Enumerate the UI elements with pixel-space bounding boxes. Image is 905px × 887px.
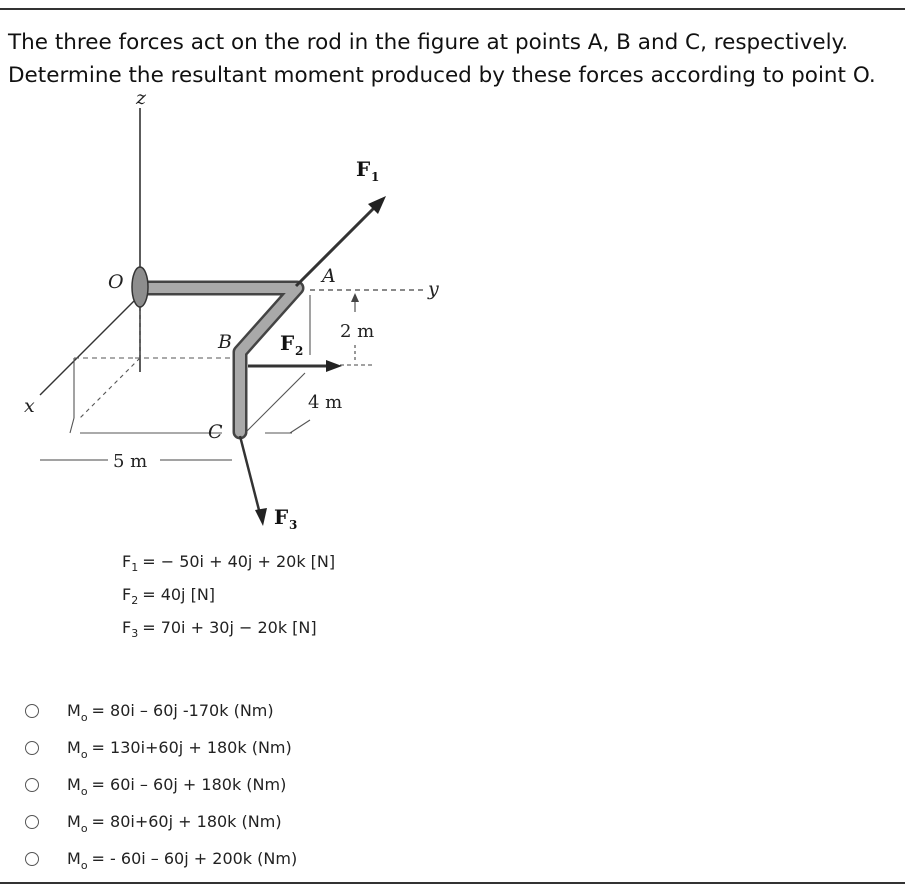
moment-subscript: o [80, 711, 88, 724]
moment-value: = 60i – 60j + 180k (Nm) [91, 775, 287, 794]
force3-arrowhead [255, 508, 267, 526]
question-line-2: Determine the resultant moment produced by these forces according to point O. [8, 63, 876, 88]
equation-f3 [122, 611, 335, 644]
moment-symbol: M [67, 775, 81, 794]
moment-symbol: M [67, 849, 81, 868]
force2-label: F [280, 331, 295, 355]
force1-subscript: 1 [371, 170, 380, 184]
point-c-label: C [208, 421, 223, 443]
point-a-label: A [322, 265, 336, 287]
answer-option-2[interactable] [20, 729, 297, 766]
rod-body [143, 288, 297, 432]
point-b-label: B [218, 331, 232, 353]
top-divider [0, 8, 905, 10]
wall-mount [132, 267, 148, 307]
x-axis-line [40, 295, 140, 395]
dim-4m-label: 4 m [308, 392, 343, 413]
equation-f1-symbol: F [122, 552, 132, 571]
moment-symbol: M [67, 812, 81, 831]
force2-subscript: 2 [295, 344, 304, 358]
dim-2m-label: 2 m [340, 321, 375, 342]
answer-option-1[interactable] [20, 692, 297, 729]
answer-option-label [67, 738, 292, 761]
equation-f1 [122, 545, 335, 578]
radio-button[interactable] [25, 815, 39, 829]
dim-2m-arrowhead-top [351, 293, 359, 302]
answer-option-label [67, 849, 298, 872]
answer-options [20, 692, 297, 877]
moment-value: = - 60i – 60j + 200k (Nm) [91, 849, 298, 868]
moment-value: = 80i – 60j -170k (Nm) [91, 701, 274, 720]
equation-f3-value: = 70i + 30j − 20k [N] [142, 618, 317, 637]
equation-f2-value: = 40j [N] [142, 585, 216, 604]
force1-label: F [356, 157, 371, 181]
moment-subscript: o [80, 822, 88, 835]
answer-option-4[interactable] [20, 803, 297, 840]
question-line-1: The three forces act on the rod in the figure at points A, B and C, respectively. [8, 30, 849, 55]
y-axis-label: y [428, 278, 439, 300]
equation-f1-value: = − 50i + 40j + 20k [N] [142, 552, 336, 571]
equation-f3-symbol: F [122, 618, 132, 637]
x-axis-label: x [24, 395, 35, 417]
moment-symbol: M [67, 701, 81, 720]
equation-f3-subscript: 3 [131, 627, 139, 640]
answer-option-label [67, 701, 274, 724]
moment-value: = 80i+60j + 180k (Nm) [91, 812, 282, 831]
question-text [8, 26, 898, 92]
bottom-divider [0, 882, 905, 884]
force2-arrowhead [326, 360, 342, 372]
point-o-label: O [108, 271, 124, 293]
dim-5m-label: 5 m [113, 451, 148, 472]
force3-subscript: 3 [289, 518, 298, 532]
moment-subscript: o [80, 748, 88, 761]
equation-f2 [122, 578, 335, 611]
answer-option-label [67, 812, 282, 835]
z-axis-label: z [136, 90, 147, 109]
answer-option-3[interactable] [20, 766, 297, 803]
equation-f2-symbol: F [122, 585, 132, 604]
equation-f2-subscript: 2 [131, 594, 139, 607]
moment-symbol: M [67, 738, 81, 757]
equation-f1-subscript: 1 [131, 561, 139, 574]
force-equations [122, 545, 335, 644]
force3-label: F [274, 505, 289, 529]
force3-arrow-shaft [240, 436, 260, 514]
radio-button[interactable] [25, 852, 39, 866]
answer-option-label [67, 775, 287, 798]
radio-button[interactable] [25, 704, 39, 718]
moment-subscript: o [80, 859, 88, 872]
answer-option-5[interactable] [20, 840, 297, 877]
moment-value: = 130i+60j + 180k (Nm) [91, 738, 292, 757]
force1-arrow-shaft [296, 204, 378, 286]
moment-subscript: o [80, 785, 88, 798]
radio-button[interactable] [25, 778, 39, 792]
radio-button[interactable] [25, 741, 39, 755]
